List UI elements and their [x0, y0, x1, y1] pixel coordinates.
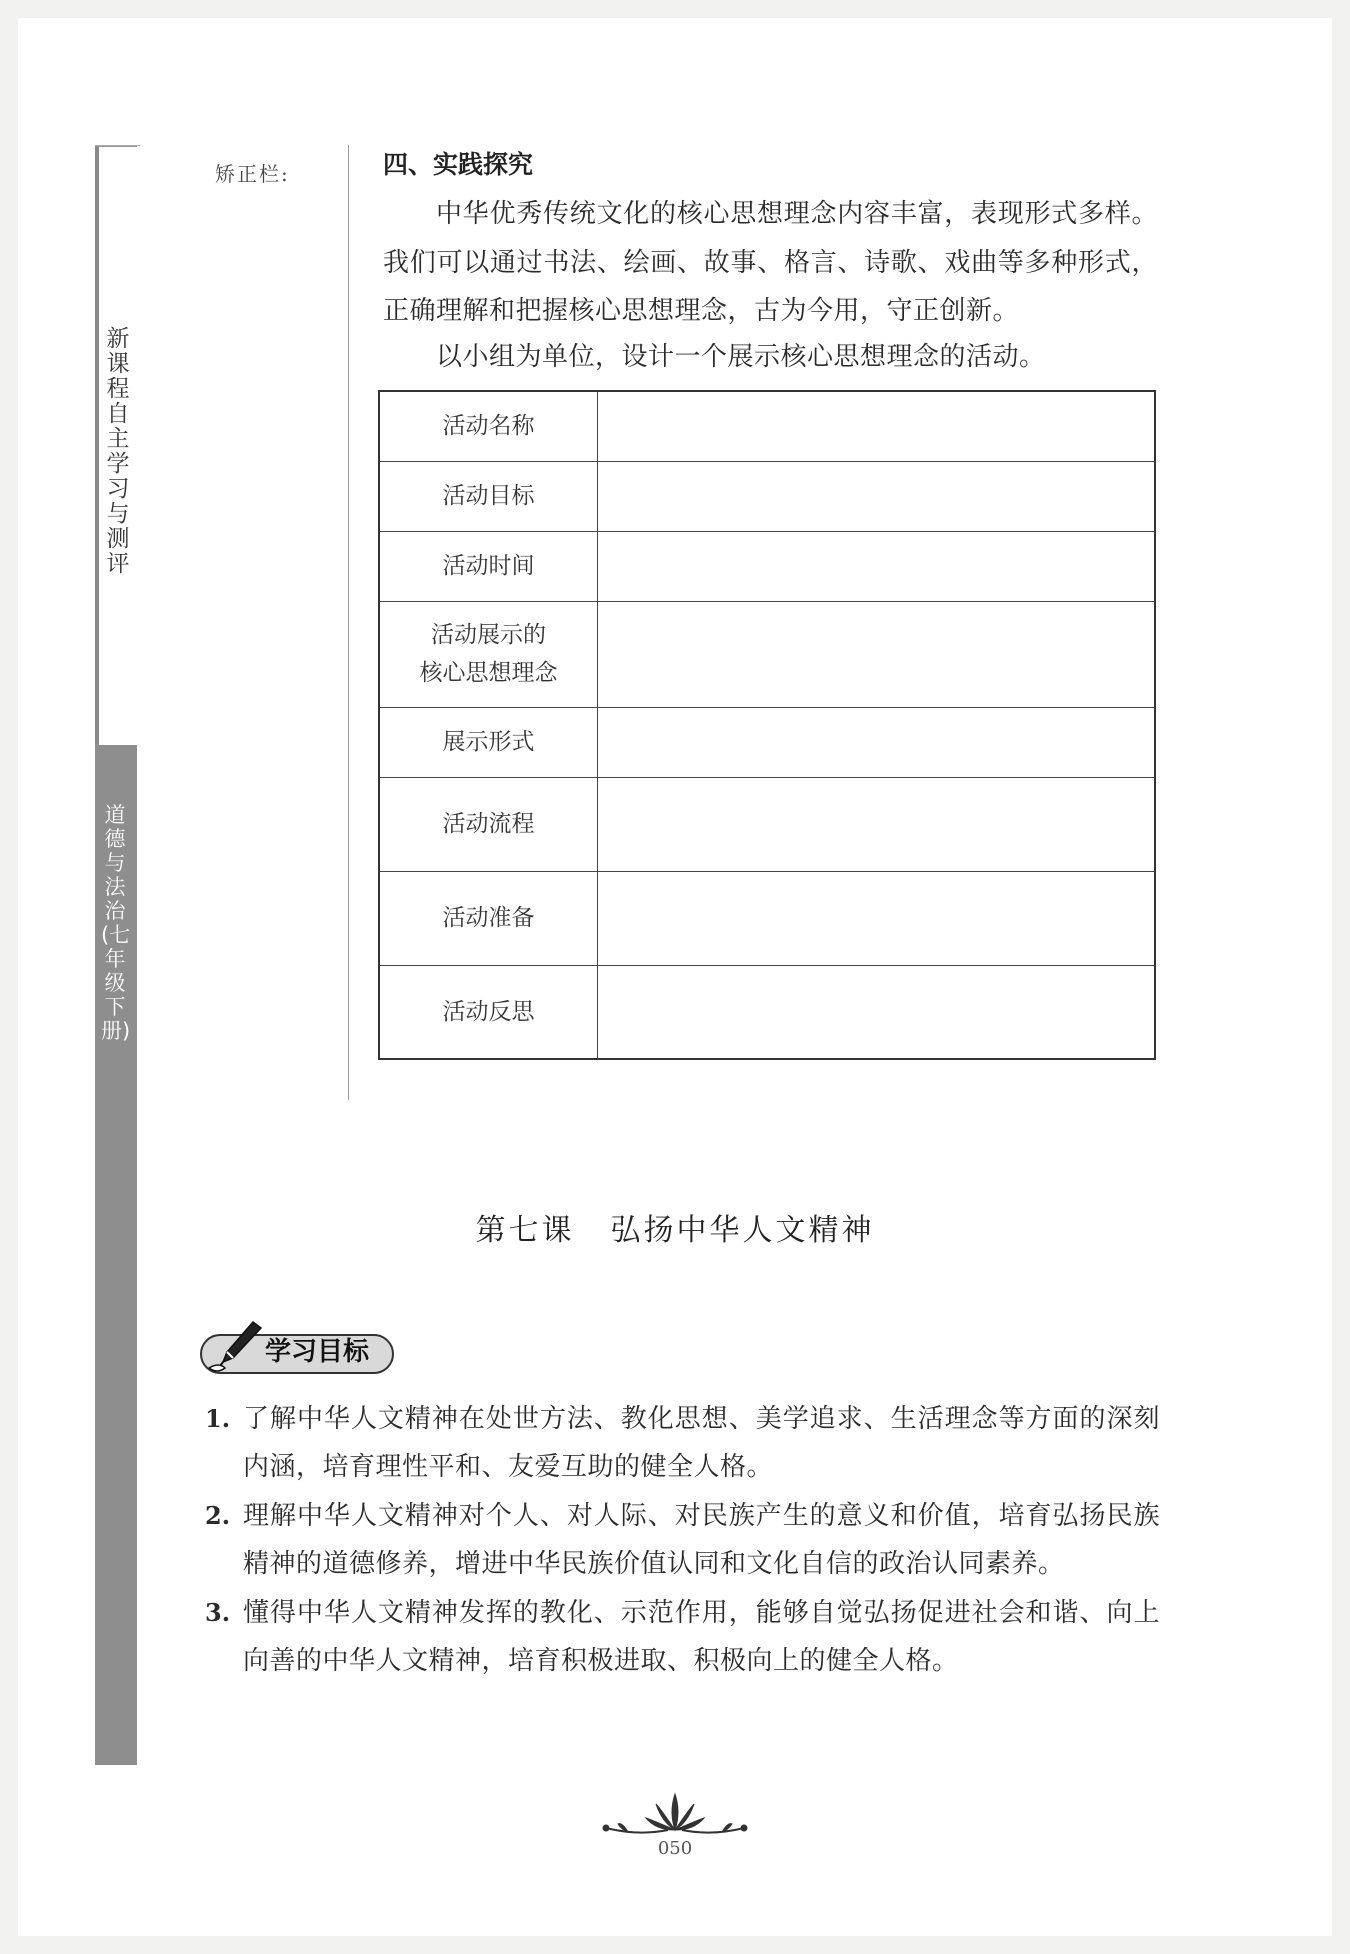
- lesson-number: 第七课: [475, 1213, 575, 1248]
- activity-table-row: [379, 391, 1155, 461]
- badge-label: 学习目标: [265, 1337, 370, 1367]
- objective-text: 了解中华人文精神在处世方法、教化思想、美学追求、生活理念等方面的深刻内涵，培育理性平和、友爱互助的健全人格。: [243, 1404, 1160, 1482]
- lesson-title: [0, 1205, 1350, 1249]
- activity-field-value[interactable]: [598, 965, 1156, 1059]
- lesson-name: 弘扬中华人文精神: [610, 1213, 875, 1248]
- objective-number: 1.: [205, 1404, 231, 1433]
- correction-column-label: 矫正栏:: [215, 162, 290, 186]
- activity-field-value[interactable]: [598, 391, 1156, 461]
- objective-text: 懂得中华人文精神发挥的教化、示范作用，能够自觉弘扬促进社会和谐、向上向善的中华人文精神，培育积极进取、积极向上的健全人格。: [243, 1598, 1160, 1676]
- learning-objectives-badge: [195, 1318, 395, 1376]
- activity-field-label: 活动名称: [379, 391, 598, 461]
- practice-paragraph-2: 以小组为单位，设计一个展示核心思想理念的活动。: [436, 342, 1046, 372]
- activity-field-label: 活动时间: [379, 531, 598, 601]
- activity-field-value[interactable]: [598, 601, 1156, 707]
- correction-column-divider: [348, 145, 349, 1100]
- activity-table-row: [379, 531, 1155, 601]
- practice-paragraph-1: 中华优秀传统文化的核心思想理念内容丰富，表现形式多样。我们可以通过书法、绘画、故事、格言、诗歌、戏曲等多种形式，正确理解和把握核心思想理念，古为今用，守正创新。: [383, 199, 1158, 326]
- objective-number: 3.: [205, 1598, 231, 1627]
- activity-table-row: [379, 871, 1155, 965]
- side-tab-book-series: [95, 145, 137, 745]
- activity-field-value[interactable]: [598, 871, 1156, 965]
- objective-item: [205, 1492, 1160, 1588]
- side-tab-subject: [95, 745, 137, 1765]
- objective-item: [205, 1395, 1160, 1491]
- side-tab-book-series-text: 新课程自主学习与测评: [106, 326, 130, 577]
- activity-field-label: 活动流程: [379, 777, 598, 871]
- objective-text: 理解中华人文精神对个人、对人际、对民族产生的意义和价值，培育弘扬民族精神的道德修养，增进中华民族价值认同和文化自信的政治认同素养。: [243, 1501, 1160, 1579]
- activity-field-label: 活动反思: [379, 965, 598, 1059]
- activity-field-label: 活动展示的 核心思想理念: [379, 601, 598, 707]
- page-number: 050: [657, 1838, 693, 1859]
- margin-top-rule: [95, 145, 140, 146]
- activity-field-label: 活动准备: [379, 871, 598, 965]
- activity-field-value[interactable]: [598, 531, 1156, 601]
- activity-field-value[interactable]: [598, 461, 1156, 531]
- activity-table-row: [379, 707, 1155, 777]
- activity-table-row: [379, 965, 1155, 1059]
- fountain-pen-icon: [205, 1318, 265, 1376]
- activity-field-label: 活动目标: [379, 461, 598, 531]
- activity-table-row: [379, 777, 1155, 871]
- footer-floral-ornament-icon: [598, 1790, 752, 1840]
- objective-item: [205, 1589, 1160, 1685]
- side-tab-subject-text: 道德与法治(七年级下册): [101, 803, 131, 1043]
- objective-number: 2.: [205, 1501, 231, 1530]
- section-heading-practice: 四、实践探究: [383, 150, 534, 179]
- activity-table-row: [379, 461, 1155, 531]
- activity-field-label: 展示形式: [379, 707, 598, 777]
- activity-design-table: [378, 390, 1156, 1060]
- activity-table-row: [379, 601, 1155, 707]
- activity-field-value[interactable]: [598, 707, 1156, 777]
- activity-field-value[interactable]: [598, 777, 1156, 871]
